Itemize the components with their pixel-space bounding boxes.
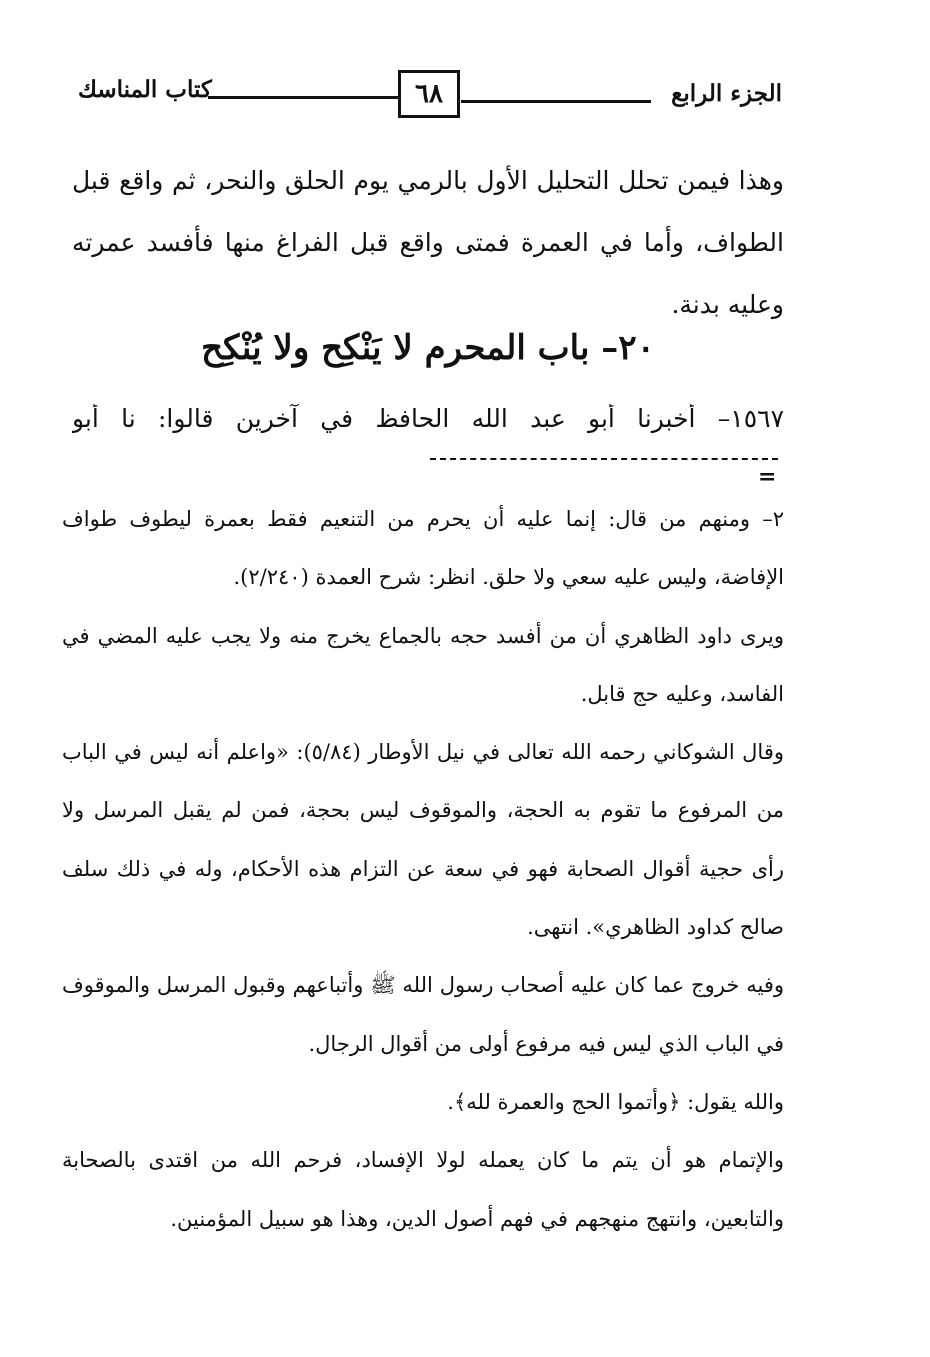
- footnote-continuation-mark: =: [758, 464, 777, 490]
- footnote-paragraph-khuruj: وفيه خروج عما كان عليه أصحاب رسول الله ﷺ وأتباعهم وقبول المرسل والموقوف في الباب الذي ليس فيه مرفوع أولى من أقوال الرجال.: [62, 973, 784, 1056]
- header-rule-left: [208, 96, 398, 99]
- footnote-paragraph-shawkani: وقال الشوكاني رحمه الله تعالى في نيل الأوطار (٥/٨٤): «واعلم أنه ليس في الباب من المرفوع ما تقوم به الحجة، والموقوف ليس بحجة، فمن لم يقبل المرسل ولا رأى حجية أقوال الصحابة فهو في سعة عن التزام هذه الأحكام، وله في ذلك سلف صالح كداود الظاهري». انتهى.: [62, 740, 784, 940]
- header-rule-right: [461, 100, 651, 103]
- volume-label: الجزء الرابع: [671, 80, 782, 107]
- footnote-paragraph-itmam: والإتمام هو أن يتم ما كان يعمله لولا الإفساد، فرحم الله من اقتدى بالصحابة والتابعين، وانتهج منهجهم في فهم أصول الدين، وهذا هو سبيل المؤمنين.: [62, 1148, 784, 1231]
- page-number: ٦٨: [398, 70, 460, 118]
- running-header: [78, 70, 782, 130]
- footnote-paragraph-ayah: والله يقول: ﴿وأتموا الحج والعمرة لله﴾.: [447, 1089, 784, 1114]
- body-paragraph: وهذا فيمن تحلل التحليل الأول بالرمي يوم الحلق والنحر، ثم واقع قبل الطواف، وأما في العمرة فمتى واقع قبل الفراغ منها فأفسد عمرته وعليه بدنة.: [72, 166, 784, 319]
- footnote-paragraph-daud: ويرى داود الظاهري أن من أفسد حجه بالجماع يخرج منه ولا يجب عليه المضي في الفاسد، وعليه حج قابل.: [62, 623, 784, 706]
- hadith-opening: ١٥٦٧– أخبرنا أبو عبد الله الحافظ في آخرين قالوا: نا أبو: [72, 404, 784, 433]
- book-section-label: كتاب المناسك: [78, 76, 212, 103]
- chapter-title: ٢٠– باب المحرم لا يَنْكِح ولا يُنْكِح: [201, 328, 655, 368]
- footnote-2: ٢– ومنهم من قال: إنما عليه أن يحرم من التنعيم فقط بعمرة ليطوف طواف الإفاضة، وليس عليه سعي ولا حلق. انظر: شرح العمدة (٢/٢٤٠).: [62, 507, 784, 590]
- footnotes: [62, 490, 784, 1248]
- main-paragraph: [72, 150, 784, 336]
- footnote-separator: [430, 458, 778, 460]
